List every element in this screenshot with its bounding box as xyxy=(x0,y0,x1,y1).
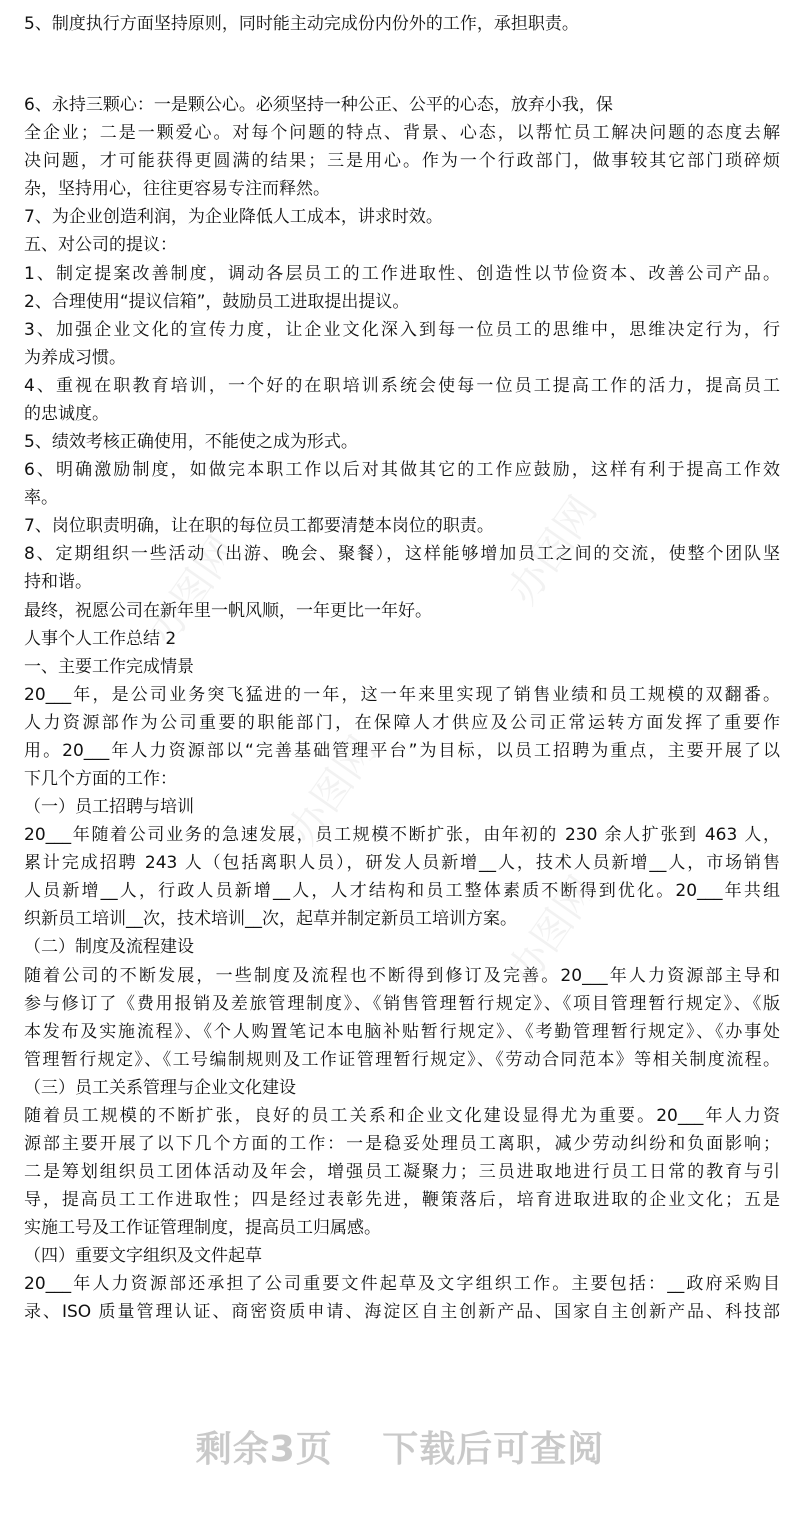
text-line: 4、重视在职教育培训，一个好的在职培训系统会使每一位员工提高工作的活力，提高员工 xyxy=(24,376,780,396)
text-line: 人力资源部作为公司重要的职能部门，在保障人才供应及公司正常运转方面发挥了重要作 xyxy=(24,713,780,733)
text-line: 用。20___年人力资源部以“完善基础管理平台”为目标，以员工招聘为重点，主要开展了以 xyxy=(24,741,780,761)
text-line: （一）员工招聘与培训 xyxy=(24,797,194,817)
text-line: 6、永持三颗心：一是颗公心。必须坚持一种公正、公平的心态，放弃小我，保 xyxy=(24,95,613,115)
text-line: 参与修订了《费用报销及差旅管理制度》、《销售管理暂行规定》、《项目管理暂行规定》、《版 xyxy=(24,994,780,1014)
text-line: 录、ISO 质量管理认证、商密资质申请、海淀区自主创新产品、国家自主创新产品、科技部 xyxy=(24,1302,780,1322)
text-line: 人员新增__人，行政人员新增__人，人才结构和员工整体素质不断得到优化。20___年共组 xyxy=(24,881,780,901)
text-line: 持和谐。 xyxy=(24,572,92,592)
watermark: 办图网 xyxy=(499,488,607,613)
text-line: 2、合理使用“提议信箱”，鼓励员工进取提出提议。 xyxy=(24,292,410,312)
text-line: 为养成习惯。 xyxy=(24,348,126,368)
text-line: 源部主要开展了以下几个方面的工作：一是稳妥处理员工离职，减少劳动纠纷和负面影响； xyxy=(24,1134,780,1154)
text-line: 最终，祝愿公司在新年里一帆风顺，一年更比一年好。 xyxy=(24,601,432,621)
text-line: （三）员工关系管理与企业文化建设 xyxy=(24,1078,296,1098)
text-line: 3、加强企业文化的宣传力度，让企业文化深入到每一位员工的思维中，思维决定行为，行 xyxy=(24,320,780,340)
text-line: 6、明确激励制度，如做完本职工作以后对其做其它的工作应鼓励，这样有利于提高工作效 xyxy=(24,460,780,480)
watermark: 办图网 xyxy=(139,528,247,653)
text-line: 下几个方面的工作： xyxy=(24,769,177,789)
text-line: 20___年人力资源部还承担了公司重要文件起草及文字组织工作。主要包括：__政府采购目 xyxy=(24,1274,780,1294)
text-line: 7、岗位职责明确，让在职的每位员工都要清楚本岗位的职责。 xyxy=(24,516,494,536)
text-line: 7、为企业创造利润，为企业降低人工成本，讲求时效。 xyxy=(24,207,443,227)
text-line: 率。 xyxy=(24,488,58,508)
text-line: 一、主要工作完成情景 xyxy=(24,657,194,677)
text-line: 导，提高员工工作进取性；四是经过表彰先进，鞭策落后，培育进取进取的企业文化；五是 xyxy=(24,1190,780,1210)
text-line: 20___年随着公司业务的急速发展，员工规模不断扩张，由年初的 230 余人扩张到 463 人， xyxy=(24,825,780,845)
text-line: 随着员工规模的不断扩张，良好的员工关系和企业文化建设显得尤为重要。20___年人力资 xyxy=(24,1106,780,1126)
text-line: 决问题，才可能获得更圆满的结果；三是用心。作为一个行政部门，做事较其它部门琐碎烦 xyxy=(24,151,780,171)
text-line: （二）制度及流程建设 xyxy=(24,937,194,957)
text-line: 全企业；二是一颗爱心。对每个问题的特点、背景、心态，以帮忙员工解决问题的态度去解 xyxy=(24,123,780,143)
download-to-view-text: 下载后可查阅 xyxy=(382,1429,605,1470)
text-line: 的忠诚度。 xyxy=(24,404,109,424)
text-line: 20___年，是公司业务突飞猛进的一年，这一年来里实现了销售业绩和员工规模的双翻番。 xyxy=(24,685,780,705)
text-line: 8、定期组织一些活动（出游、晚会、聚餐），这样能够增加员工之间的交流，使整个团队坚 xyxy=(24,544,780,564)
text-line: 实施工号及工作证管理制度，提高员工归属感。 xyxy=(24,1218,381,1238)
text-line: 累计完成招聘 243 人（包括离职人员），研发人员新增__人，技术人员新增__人，市场销售 xyxy=(24,853,780,873)
watermark: 办图网 xyxy=(499,868,607,993)
text-line: 随着公司的不断发展，一些制度及流程也不断得到修订及完善。20___年人力资源部主导和 xyxy=(24,966,780,986)
text-line: 二是筹划组织员工团体活动及年会，增强员工凝聚力；三员进取地进行员工日常的教育与引 xyxy=(24,1162,780,1182)
text-line: 五、对公司的提议： xyxy=(24,235,177,255)
download-prompt[interactable] xyxy=(0,1420,800,1480)
text-line: 织新员工培训__次，技术培训__次，起草并制定新员工培训方案。 xyxy=(24,909,517,929)
text-line: 人事个人工作总结 2 xyxy=(24,629,177,649)
text-line: 杂，坚持用心，往往更容易专注而释然。 xyxy=(24,179,330,199)
watermark: 办图网 xyxy=(279,728,387,853)
text-line: 本发布及实施流程》、《个人购置笔记本电脑补贴暂行规定》、《考勤管理暂行规定》、《办事处 xyxy=(24,1022,780,1042)
text-line: 1、制定提案改善制度，调动各层员工的工作进取性、创造性以节俭资本、改善公司产品。 xyxy=(24,264,780,284)
remaining-pages-text: 剩余3页 xyxy=(195,1429,333,1470)
text-line: 5、绩效考核正确使用，不能使之成为形式。 xyxy=(24,432,358,452)
text-line: （四）重要文字组织及文件起草 xyxy=(24,1246,262,1266)
text-line: 5、制度执行方面坚持原则，同时能主动完成份内份外的工作，承担职责。 xyxy=(24,14,579,34)
text-line: 管理暂行规定》、《工号编制规则及工作证管理暂行规定》、《劳动合同范本》等相关制度流程。 xyxy=(24,1050,780,1070)
